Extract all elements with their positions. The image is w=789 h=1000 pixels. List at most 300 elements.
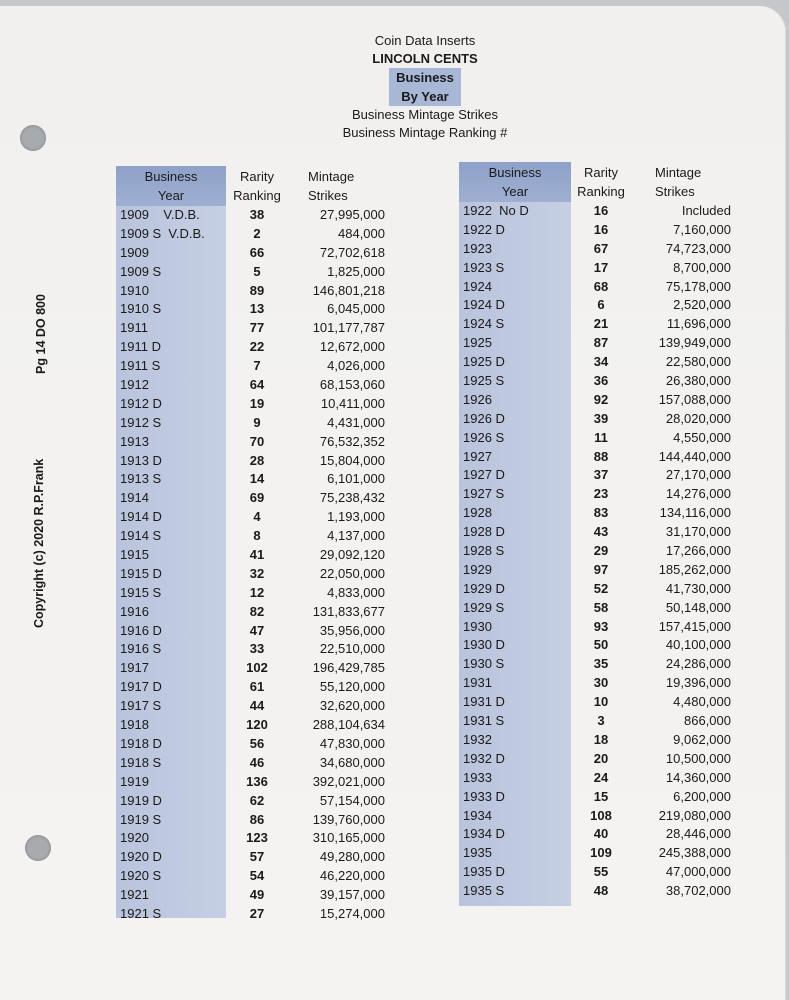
year-cell: 1931 D xyxy=(463,694,505,710)
year-cell: 1920 S xyxy=(120,868,162,884)
year-cell: 1909 V.D.B. xyxy=(120,207,200,222)
rarity-rank-cell: 66 xyxy=(249,244,265,260)
column-header-rank xyxy=(572,163,630,201)
table-row xyxy=(116,867,406,886)
binder-hole-top xyxy=(20,125,46,151)
mintage-cell: 41,730,000 xyxy=(665,580,731,596)
rarity-rank-cell: 7 xyxy=(253,358,261,374)
year-cell: 1915 D xyxy=(120,565,162,581)
rarity-rank-cell: 49 xyxy=(249,887,265,903)
year-cell: 1912 xyxy=(120,377,149,393)
mintage-cell: 68,153,060 xyxy=(319,377,385,393)
mintage-cell: 17,266,000 xyxy=(665,543,731,559)
mintage-cell: 196,429,785 xyxy=(312,660,385,676)
year-cell: 1928 S xyxy=(463,543,505,559)
rarity-rank-cell: 136 xyxy=(246,773,268,789)
table-row xyxy=(116,338,406,357)
mintage-cell: 35,956,000 xyxy=(319,622,385,638)
rarity-rank-cell: 62 xyxy=(249,792,265,808)
year-cell: 1926 D xyxy=(463,410,505,426)
table-row xyxy=(116,640,406,659)
rarity-rank-cell: 102 xyxy=(246,660,268,676)
rarity-rank-cell: 83 xyxy=(593,505,609,521)
rarity-rank-cell: 93 xyxy=(593,618,609,634)
year-cell: 1932 D xyxy=(463,750,505,766)
table-row xyxy=(459,712,749,731)
rarity-rank-cell: 35 xyxy=(593,656,609,672)
mintage-cell: 31,170,000 xyxy=(665,524,731,540)
table-row xyxy=(116,489,406,508)
mintage-cell: 72,702,618 xyxy=(319,244,385,260)
table-row xyxy=(459,750,749,769)
year-cell: 1924 xyxy=(463,278,492,294)
header-text: Year xyxy=(501,184,529,199)
year-cell: 1934 xyxy=(463,807,492,823)
table-row xyxy=(116,716,406,735)
table-row xyxy=(459,674,749,693)
header-text: Mintage xyxy=(308,169,355,184)
year-cell: 1933 D xyxy=(463,788,505,804)
year-cell: 1912 D xyxy=(120,395,162,411)
mintage-cell: 19,396,000 xyxy=(665,675,731,691)
rarity-rank-cell: 68 xyxy=(593,278,609,294)
mintage-cell: 22,510,000 xyxy=(319,641,385,657)
year-cell: 1932 xyxy=(463,731,492,747)
year-cell: 1913 S xyxy=(120,471,162,487)
mintage-cell: 157,088,000 xyxy=(658,391,731,407)
rarity-rank-cell: 18 xyxy=(593,731,609,747)
table-row xyxy=(116,886,406,905)
rarity-rank-cell: 50 xyxy=(593,637,609,653)
mintage-cell: 22,580,000 xyxy=(665,354,731,370)
table-row xyxy=(116,452,406,471)
table-row xyxy=(459,221,749,240)
year-cell: 1933 xyxy=(463,769,492,785)
table-row xyxy=(116,300,406,319)
table-row xyxy=(116,395,406,414)
table-row xyxy=(459,466,749,485)
rarity-rank-cell: 9 xyxy=(253,414,261,430)
mintage-cell: 14,360,000 xyxy=(665,769,731,785)
mintage-cell: 310,165,000 xyxy=(312,830,385,846)
year-cell: 1909 S V.D.B. xyxy=(120,225,205,241)
rarity-rank-cell: 48 xyxy=(593,883,609,899)
rarity-rank-cell: 36 xyxy=(593,373,609,389)
mintage-cell: 74,723,000 xyxy=(665,240,731,256)
year-cell: 1915 S xyxy=(120,584,162,600)
header-text: Strikes xyxy=(308,188,348,203)
table-row xyxy=(459,769,749,788)
rarity-rank-cell: 44 xyxy=(249,698,265,714)
mintage-cell: 75,238,432 xyxy=(319,490,385,506)
year-cell: 1919 D xyxy=(120,792,162,808)
year-cell: 1922 D xyxy=(463,221,505,237)
rarity-rank-cell: 120 xyxy=(246,717,268,733)
mintage-cell: 134,116,000 xyxy=(659,505,731,521)
rarity-rank-cell: 22 xyxy=(249,339,265,355)
year-cell: 1935 xyxy=(463,845,492,861)
year-cell: 1927 S xyxy=(463,486,505,502)
rarity-rank-cell: 70 xyxy=(249,433,265,449)
rarity-rank-cell: 69 xyxy=(249,490,265,506)
mintage-cell: 12,672,000 xyxy=(319,339,385,355)
rarity-rank-cell: 97 xyxy=(593,561,609,577)
year-cell: 1930 S xyxy=(463,656,505,672)
mintage-cell: 27,995,000 xyxy=(319,207,385,222)
mintage-cell: 4,137,000 xyxy=(327,528,385,544)
year-cell: 1917 D xyxy=(120,679,162,695)
table-row xyxy=(116,527,406,546)
mintage-cell: 75,178,000 xyxy=(665,278,731,294)
year-cell: 1923 S xyxy=(463,259,505,275)
mintage-cell: 39,157,000 xyxy=(319,887,385,903)
rarity-rank-cell: 23 xyxy=(593,486,609,502)
rarity-rank-cell: 109 xyxy=(590,845,612,861)
mintage-cell: 6,101,000 xyxy=(327,471,385,487)
year-cell: 1922 No D xyxy=(463,203,529,218)
column-header-mintage xyxy=(308,167,358,205)
table-row xyxy=(116,678,406,697)
mintage-cell: 219,080,000 xyxy=(658,807,731,823)
table-row xyxy=(459,731,749,750)
column-header-year xyxy=(116,167,226,205)
mintage-cell: 47,000,000 xyxy=(665,864,731,880)
mintage-cell: 29,092,120 xyxy=(319,547,385,563)
year-cell: 1911 D xyxy=(120,339,161,355)
table-row xyxy=(116,811,406,830)
mintage-table-left xyxy=(116,166,406,921)
table-row xyxy=(116,792,406,811)
year-cell: 1935 D xyxy=(463,864,505,880)
year-cell: 1931 S xyxy=(463,713,505,729)
mintage-cell: 28,446,000 xyxy=(665,826,731,842)
rarity-rank-cell: 28 xyxy=(249,452,265,468)
table-row xyxy=(116,546,406,565)
rarity-rank-cell: 123 xyxy=(246,830,268,846)
table-row xyxy=(459,844,749,863)
rarity-rank-cell: 20 xyxy=(593,750,609,766)
table-row xyxy=(459,655,749,674)
header-line: Coin Data Inserts xyxy=(374,33,476,48)
year-cell: 1921 xyxy=(120,887,149,903)
rarity-rank-cell: 88 xyxy=(593,448,609,464)
mintage-cell: 866,000 xyxy=(684,713,731,729)
year-cell: 1914 D xyxy=(120,509,162,525)
rarity-rank-cell: 8 xyxy=(253,528,261,544)
rarity-rank-cell: 12 xyxy=(249,584,265,600)
mintage-cell: 131,833,677 xyxy=(312,603,385,619)
year-cell: 1918 S xyxy=(120,754,162,770)
year-cell: 1925 S xyxy=(463,373,505,389)
header-text: Year xyxy=(157,188,185,203)
table-row xyxy=(116,244,406,263)
mintage-cell: 6,045,000 xyxy=(327,301,385,317)
mintage-cell: 484,000 xyxy=(338,225,385,241)
rarity-rank-cell: 16 xyxy=(593,203,609,218)
header-text: Ranking xyxy=(577,184,625,199)
table-row xyxy=(459,410,749,429)
table-row xyxy=(116,508,406,527)
rarity-rank-cell: 24 xyxy=(593,769,609,785)
header-text: Rarity xyxy=(240,169,274,184)
rarity-rank-cell: 89 xyxy=(249,282,265,298)
table-row xyxy=(116,282,406,301)
year-cell: 1909 S xyxy=(120,263,162,279)
rarity-rank-cell: 58 xyxy=(593,599,609,615)
rarity-rank-cell: 86 xyxy=(249,811,265,827)
table-row xyxy=(116,206,406,225)
mintage-cell: 392,021,000 xyxy=(312,773,385,789)
mintage-cell: 14,276,000 xyxy=(665,486,731,502)
table-row xyxy=(459,693,749,712)
table-row xyxy=(116,829,406,848)
mintage-cell: 146,801,218 xyxy=(312,282,385,298)
mintage-cell: 50,148,000 xyxy=(665,599,731,615)
table-row xyxy=(459,296,749,315)
year-cell: 1927 D xyxy=(463,467,505,483)
table-row xyxy=(459,863,749,882)
table-row xyxy=(116,376,406,395)
rarity-rank-cell: 32 xyxy=(249,565,265,581)
mintage-cell: 15,804,000 xyxy=(319,452,385,468)
table-row xyxy=(459,788,749,807)
rarity-rank-cell: 92 xyxy=(593,391,609,407)
year-cell: 1929 D xyxy=(463,580,505,596)
year-cell: 1916 D xyxy=(120,622,162,638)
rarity-rank-cell: 21 xyxy=(593,316,609,332)
rarity-rank-cell: 38 xyxy=(249,207,265,222)
table-row xyxy=(459,636,749,655)
header-text: Mintage xyxy=(655,165,702,180)
rarity-rank-cell: 17 xyxy=(593,259,609,275)
table-row xyxy=(116,225,406,244)
table-row xyxy=(459,278,749,297)
mintage-table-right xyxy=(459,162,749,906)
mintage-cell: 4,431,000 xyxy=(327,414,385,430)
mintage-cell: 76,532,352 xyxy=(319,433,385,449)
rarity-rank-cell: 67 xyxy=(593,240,609,256)
mintage-cell: 15,274,000 xyxy=(319,905,385,921)
header-text: Business xyxy=(488,165,542,180)
page-title: LINCOLN CENTS xyxy=(372,51,478,66)
rarity-rank-cell: 30 xyxy=(593,675,609,691)
mintage-cell: 24,286,000 xyxy=(665,656,731,672)
rarity-rank-cell: 82 xyxy=(249,603,265,619)
rarity-rank-cell: 15 xyxy=(593,788,609,804)
mintage-cell: 4,833,000 xyxy=(327,584,385,600)
year-cell: 1929 S xyxy=(463,599,505,615)
table-row xyxy=(459,391,749,410)
mintage-cell: 139,949,000 xyxy=(658,335,731,351)
rarity-rank-cell: 41 xyxy=(249,547,265,563)
table-row xyxy=(459,882,749,901)
rarity-rank-cell: 40 xyxy=(593,826,609,842)
rarity-rank-cell: 87 xyxy=(593,335,609,351)
rarity-rank-cell: 56 xyxy=(249,735,265,751)
year-cell: 1925 xyxy=(463,335,492,351)
table-row xyxy=(459,825,749,844)
year-cell: 1910 xyxy=(120,282,149,298)
table-row xyxy=(459,240,749,259)
rarity-rank-cell: 37 xyxy=(593,467,609,483)
rarity-rank-cell: 5 xyxy=(253,263,261,279)
rarity-rank-cell: 19 xyxy=(249,395,265,411)
column-header-rank xyxy=(228,167,286,205)
mintage-cell: 288,104,634 xyxy=(312,717,385,733)
year-cell: 1917 xyxy=(120,660,149,676)
year-cell: 1921 S xyxy=(120,905,162,921)
table-row xyxy=(459,372,749,391)
mintage-cell: 2,520,000 xyxy=(673,297,731,313)
mintage-cell: 32,620,000 xyxy=(319,698,385,714)
year-cell: 1926 xyxy=(463,391,492,407)
rarity-rank-cell: 39 xyxy=(593,410,609,426)
rarity-rank-cell: 54 xyxy=(249,868,265,884)
year-cell: 1918 xyxy=(120,717,149,733)
rarity-rank-cell: 34 xyxy=(593,354,609,370)
mintage-cell: 57,154,000 xyxy=(319,792,385,808)
mintage-cell: 40,100,000 xyxy=(665,637,731,653)
table-row xyxy=(116,433,406,452)
year-cell: 1914 S xyxy=(120,528,162,544)
mintage-cell: 1,193,000 xyxy=(327,509,385,525)
year-cell: 1926 S xyxy=(463,429,505,445)
year-cell: 1929 xyxy=(463,561,492,577)
year-cell: 1934 D xyxy=(463,826,505,842)
table-row xyxy=(116,470,406,489)
rarity-rank-cell: 46 xyxy=(249,754,265,770)
table-row xyxy=(459,485,749,504)
rarity-rank-cell: 52 xyxy=(593,580,609,596)
rarity-rank-cell: 10 xyxy=(593,694,609,710)
year-cell: 1911 S xyxy=(120,358,161,374)
year-cell: 1912 S xyxy=(120,414,162,430)
year-cell: 1928 D xyxy=(463,524,505,540)
rarity-rank-cell: 14 xyxy=(249,471,265,487)
table-body xyxy=(459,202,749,901)
binder-hole-bottom xyxy=(25,835,51,861)
copyright-label: Copyright (c) 2020 R.P.Frank xyxy=(32,458,46,628)
table-body xyxy=(116,206,406,924)
rarity-rank-cell: 6 xyxy=(597,297,605,313)
table-row xyxy=(116,659,406,678)
mintage-cell: 9,062,000 xyxy=(673,731,731,747)
rarity-rank-cell: 61 xyxy=(249,679,265,695)
year-cell: 1924 D xyxy=(463,297,505,313)
mintage-cell: 47,830,000 xyxy=(319,735,385,751)
page-number-label: Pg 14 DO 800 xyxy=(34,294,48,374)
mintage-cell: 6,200,000 xyxy=(673,788,731,804)
year-cell: 1916 xyxy=(120,603,149,619)
mintage-cell: 38,702,000 xyxy=(665,883,731,899)
year-cell: 1923 xyxy=(463,240,492,256)
table-row xyxy=(116,263,406,282)
mintage-cell: 34,680,000 xyxy=(319,754,385,770)
rarity-rank-cell: 16 xyxy=(593,221,609,237)
rarity-rank-cell: 47 xyxy=(249,622,265,638)
header-box-by-year: By Year xyxy=(389,87,461,106)
mintage-cell: 49,280,000 xyxy=(319,849,385,865)
rarity-rank-cell: 77 xyxy=(249,320,265,336)
year-cell: 1919 S xyxy=(120,811,162,827)
year-cell: 1930 xyxy=(463,618,492,634)
year-cell: 1930 D xyxy=(463,637,505,653)
header-text: Rarity xyxy=(584,165,618,180)
rarity-rank-cell: 4 xyxy=(253,509,261,525)
mintage-cell: 10,500,000 xyxy=(665,750,731,766)
header-text: Strikes xyxy=(655,184,695,199)
mintage-cell: 55,120,000 xyxy=(319,679,385,695)
mintage-cell: 157,415,000 xyxy=(658,618,731,634)
table-row xyxy=(116,697,406,716)
year-cell: 1916 S xyxy=(120,641,162,657)
mintage-cell: 7,160,000 xyxy=(673,221,731,237)
column-header-year xyxy=(459,163,571,201)
year-cell: 1910 S xyxy=(120,301,162,317)
rarity-rank-cell: 13 xyxy=(249,301,265,317)
mintage-cell: 144,440,000 xyxy=(658,448,731,464)
year-cell: 1920 D xyxy=(120,849,162,865)
table-row xyxy=(459,504,749,523)
table-row xyxy=(459,580,749,599)
mintage-cell: 11,696,000 xyxy=(666,316,731,332)
year-cell: 1918 D xyxy=(120,735,162,751)
page-header xyxy=(300,32,550,142)
year-cell: 1925 D xyxy=(463,354,505,370)
mintage-cell: 10,411,000 xyxy=(320,395,385,411)
mintage-cell: Included xyxy=(681,203,731,218)
year-cell: 1913 D xyxy=(120,452,162,468)
header-text: Ranking xyxy=(233,188,281,203)
table-row xyxy=(459,315,749,334)
table-row xyxy=(459,259,749,278)
rarity-rank-cell: 2 xyxy=(253,225,261,241)
mintage-cell: 4,480,000 xyxy=(673,694,731,710)
insert-page xyxy=(0,6,786,1000)
table-row xyxy=(116,848,406,867)
table-row xyxy=(459,429,749,448)
year-cell: 1924 S xyxy=(463,316,505,332)
year-cell: 1909 xyxy=(120,244,149,260)
year-cell: 1911 xyxy=(120,320,148,336)
rarity-rank-cell: 27 xyxy=(249,905,265,921)
table-row xyxy=(459,542,749,561)
table-row xyxy=(459,334,749,353)
table-row xyxy=(459,561,749,580)
mintage-cell: 27,170,000 xyxy=(665,467,731,483)
header-text: Business xyxy=(144,169,198,184)
year-cell: 1914 xyxy=(120,490,149,506)
table-row xyxy=(459,202,749,221)
mintage-cell: 101,177,787 xyxy=(312,320,385,336)
rarity-rank-cell: 57 xyxy=(249,849,265,865)
mintage-cell: 139,760,000 xyxy=(312,811,385,827)
table-row xyxy=(116,414,406,433)
table-row xyxy=(459,448,749,467)
rarity-rank-cell: 11 xyxy=(594,429,608,445)
rarity-rank-cell: 29 xyxy=(593,543,609,559)
header-box-business: Business xyxy=(389,68,461,87)
year-cell: 1913 xyxy=(120,433,149,449)
header-subtitle: Business Mintage Strikes xyxy=(352,107,498,122)
year-cell: 1935 S xyxy=(463,883,505,899)
year-cell: 1928 xyxy=(463,505,492,521)
table-row xyxy=(116,754,406,773)
year-cell: 1915 xyxy=(120,547,149,563)
header-subtitle: Business Mintage Ranking # xyxy=(342,125,508,140)
year-cell: 1927 xyxy=(463,448,492,464)
mintage-cell: 8,700,000 xyxy=(673,259,731,275)
